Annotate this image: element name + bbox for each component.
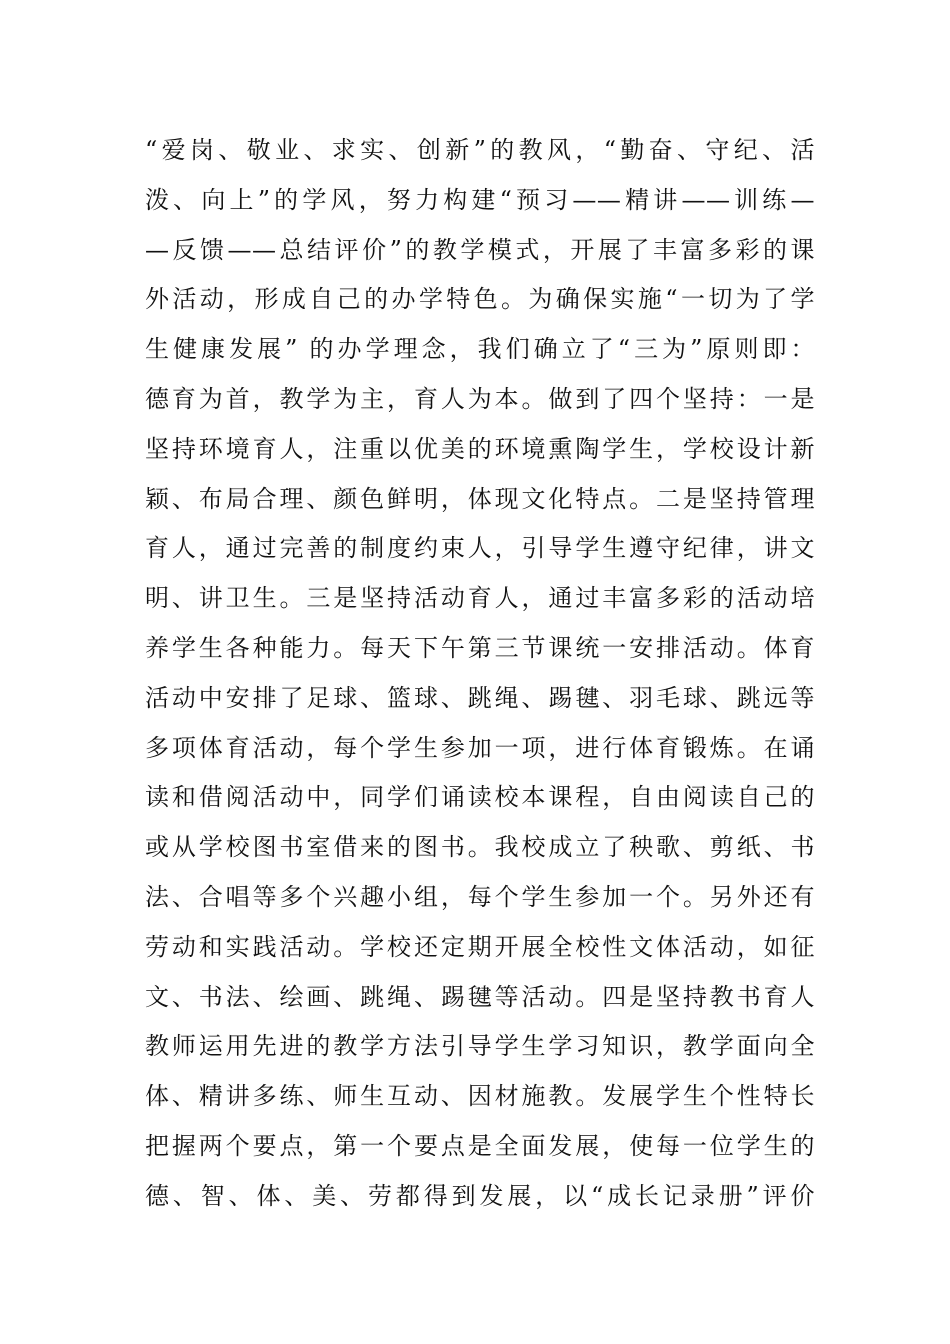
text-line-19: 教师运用先进的教学方法引导学生学习知识，教学面向全	[145, 1032, 815, 1061]
text-line-9: 育人，通过完善的制度约束人，引导学生遵守纪律，讲文	[145, 534, 815, 563]
text-line-7: 坚持环境育人，注重以优美的环境熏陶学生，学校设计新	[145, 434, 815, 463]
text-line-21: 把握两个要点，第一个要点是全面发展，使每一位学生的	[145, 1131, 815, 1160]
text-line-11: 养学生各种能力。每天下午第三节课统一安排活动。体育	[145, 633, 815, 662]
text-line-15: 或从学校图书室借来的图书。我校成立了秧歌、剪纸、书	[145, 833, 815, 862]
text-line-13: 多项体育活动，每个学生参加一项，进行体育锻炼。在诵	[145, 733, 815, 762]
text-line-22: 德、智、体、美、劳都得到发展，以“成长记录册”评价	[145, 1181, 815, 1210]
text-line-12: 活动中安排了足球、篮球、跳绳、踢毽、羽毛球、跳远等	[145, 683, 815, 712]
text-line-2: 泼、向上”的学风，努力构建“预习——精讲——训练—	[145, 185, 815, 214]
text-line-16: 法、合唱等多个兴趣小组，每个学生参加一个。另外还有	[145, 882, 815, 911]
text-line-20: 体、精讲多练、师生互动、因材施教。发展学生个性特长	[145, 1082, 815, 1111]
text-line-14: 读和借阅活动中，同学们诵读校本课程，自由阅读自己的	[145, 783, 815, 812]
text-line-5: 生健康发展” 的办学理念，我们确立了“三为”原则即：	[145, 335, 815, 364]
text-line-3: —反馈——总结评价”的教学模式，开展了丰富多彩的课	[145, 235, 815, 264]
body-paragraph	[145, 126, 815, 1222]
text-line-17: 劳动和实践活动。学校还定期开展全校性文体活动，如征	[145, 932, 815, 961]
text-line-8: 颖、布局合理、颜色鲜明，体现文化特点。二是坚持管理	[145, 484, 815, 513]
text-line-10: 明、讲卫生。三是坚持活动育人，通过丰富多彩的活动培	[145, 584, 815, 613]
text-line-1: “爱岗、敬业、求实、创新”的教风，“勤奋、守纪、活	[145, 136, 815, 164]
text-line-4: 外活动，形成自己的办学特色。为确保实施“一切为了学	[145, 285, 815, 314]
text-line-6: 德育为首，教学为主，育人为本。做到了四个坚持：一是	[145, 384, 815, 413]
text-line-18: 文、书法、绘画、跳绳、踢毽等活动。四是坚持教书育人	[145, 982, 815, 1011]
